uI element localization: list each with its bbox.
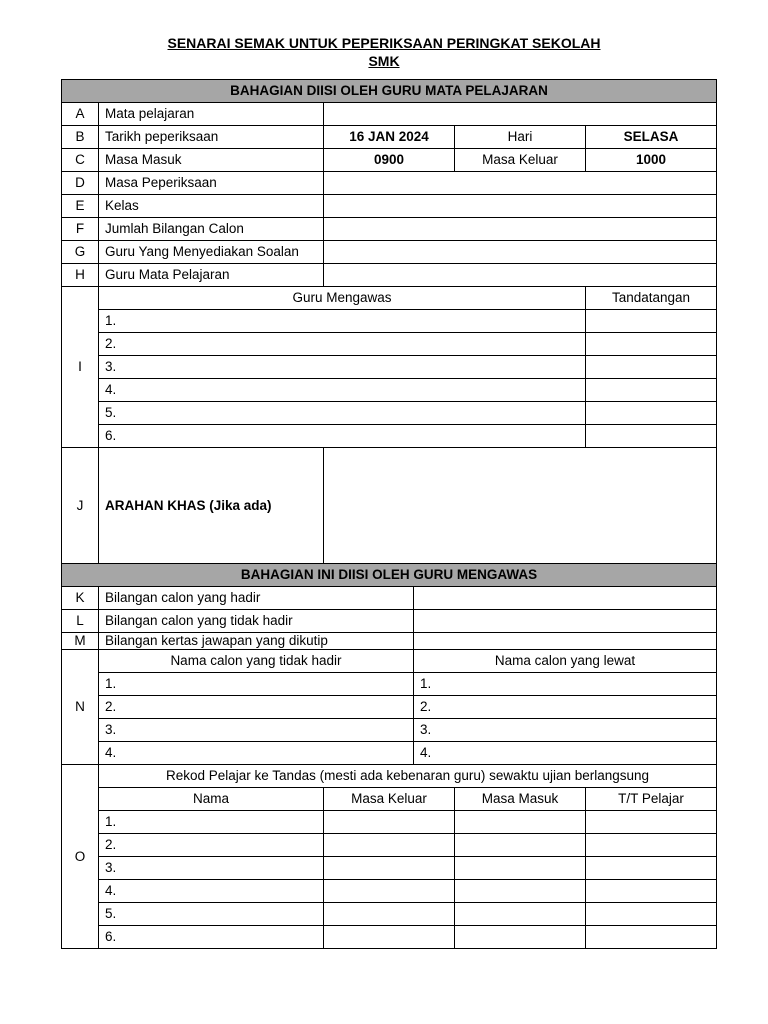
invigilator-row	[62, 425, 717, 448]
invigilator-name-field[interactable]: 1.	[99, 310, 586, 333]
time-in-value[interactable]: 0900	[324, 149, 455, 172]
row-h	[62, 264, 717, 287]
toilet-record-row	[62, 811, 717, 834]
row-label: Bilangan calon yang hadir	[99, 587, 414, 610]
invigilator-row	[62, 333, 717, 356]
late-names-column-header: Nama calon yang lewat	[414, 650, 717, 673]
row-n-header	[62, 650, 717, 673]
row-e	[62, 195, 717, 218]
toilet-record-row	[62, 857, 717, 880]
signature-field[interactable]	[586, 356, 717, 379]
absent-names-column-header: Nama calon yang tidak hadir	[99, 650, 414, 673]
row-a	[62, 103, 717, 126]
student-signature-column-header: T/T Pelajar	[586, 788, 717, 811]
time-in-field[interactable]	[455, 926, 586, 949]
time-in-field[interactable]	[455, 880, 586, 903]
absent-name-field[interactable]: 1.	[99, 673, 414, 696]
special-instructions-label: ARAHAN KHAS (Jika ada)	[99, 448, 324, 564]
student-name-field[interactable]: 1.	[99, 811, 324, 834]
section-header-invigilator	[62, 564, 717, 587]
student-name-field[interactable]: 6.	[99, 926, 324, 949]
row-b	[62, 126, 717, 149]
toilet-record-title: Rekod Pelajar ke Tandas (mesti ada kebenaran guru) sewaktu ujian berlangsung	[99, 765, 717, 788]
time-in-field[interactable]	[455, 834, 586, 857]
toilet-record-row	[62, 926, 717, 949]
invigilator-row	[62, 356, 717, 379]
row-g	[62, 241, 717, 264]
row-m	[62, 633, 717, 650]
time-out-value[interactable]: 1000	[586, 149, 717, 172]
toilet-record-header	[62, 788, 717, 811]
student-name-field[interactable]: 2.	[99, 834, 324, 857]
time-in-field[interactable]	[455, 857, 586, 880]
late-name-field[interactable]: 2.	[414, 696, 717, 719]
row-label: Jumlah Bilangan Calon	[99, 218, 324, 241]
row-letter: N	[62, 650, 99, 765]
invigilator-column-header: Guru Mengawas	[99, 287, 586, 310]
late-name-field[interactable]: 4.	[414, 742, 717, 765]
invigilator-name-field[interactable]: 3.	[99, 356, 586, 379]
row-label: Mata pelajaran	[99, 103, 324, 126]
row-i-header	[62, 287, 717, 310]
row-label: Guru Mata Pelajaran	[99, 264, 324, 287]
row-letter: B	[62, 126, 99, 149]
class-field[interactable]	[324, 195, 717, 218]
toilet-record-row	[62, 880, 717, 903]
page-subtitle: SMK	[368, 53, 400, 69]
toilet-record-row	[62, 834, 717, 857]
row-letter: L	[62, 610, 99, 633]
absent-name-field[interactable]: 2.	[99, 696, 414, 719]
time-out-field[interactable]	[324, 857, 455, 880]
row-l	[62, 610, 717, 633]
page-title: SENARAI SEMAK UNTUK PEPERIKSAAN PERINGKAT SEKOLAH	[167, 35, 601, 51]
signature-field[interactable]	[586, 310, 717, 333]
time-out-field[interactable]	[324, 926, 455, 949]
row-letter: H	[62, 264, 99, 287]
invigilator-name-field[interactable]: 4.	[99, 379, 586, 402]
student-signature-field[interactable]	[586, 811, 717, 834]
time-out-field[interactable]	[324, 903, 455, 926]
day-label: Hari	[455, 126, 586, 149]
time-out-column-header: Masa Keluar	[324, 788, 455, 811]
row-letter: E	[62, 195, 99, 218]
present-count-field[interactable]	[414, 587, 717, 610]
time-out-label: Masa Keluar	[455, 149, 586, 172]
student-name-field[interactable]: 4.	[99, 880, 324, 903]
student-signature-field[interactable]	[586, 834, 717, 857]
signature-field[interactable]	[586, 379, 717, 402]
signature-field[interactable]	[586, 402, 717, 425]
total-candidates-field[interactable]	[324, 218, 717, 241]
invigilator-name-field[interactable]: 2.	[99, 333, 586, 356]
row-label: Bilangan calon yang tidak hadir	[99, 610, 414, 633]
late-name-field[interactable]: 1.	[414, 673, 717, 696]
row-letter: O	[62, 765, 99, 949]
student-name-field[interactable]: 5.	[99, 903, 324, 926]
candidate-row	[62, 742, 717, 765]
row-letter: A	[62, 103, 99, 126]
row-label: Masa Masuk	[99, 149, 324, 172]
student-signature-field[interactable]	[586, 903, 717, 926]
section-header-teacher	[62, 80, 717, 103]
row-c	[62, 149, 717, 172]
row-letter: F	[62, 218, 99, 241]
row-f	[62, 218, 717, 241]
invigilator-row	[62, 379, 717, 402]
row-label: Kelas	[99, 195, 324, 218]
time-in-column-header: Masa Masuk	[455, 788, 586, 811]
row-letter: G	[62, 241, 99, 264]
checklist-table	[61, 79, 717, 949]
day-value[interactable]: SELASA	[586, 126, 717, 149]
row-letter: K	[62, 587, 99, 610]
invigilator-name-field[interactable]: 6.	[99, 425, 586, 448]
subject-field[interactable]	[324, 103, 717, 126]
row-j	[62, 448, 717, 564]
student-signature-field[interactable]	[586, 926, 717, 949]
time-out-field[interactable]	[324, 880, 455, 903]
question-setter-field[interactable]	[324, 241, 717, 264]
time-out-field[interactable]	[324, 834, 455, 857]
signature-field[interactable]	[586, 333, 717, 356]
row-letter: I	[62, 287, 99, 448]
invigilator-row	[62, 310, 717, 333]
signature-field[interactable]	[586, 425, 717, 448]
absent-name-field[interactable]: 4.	[99, 742, 414, 765]
row-label: Bilangan kertas jawapan yang dikutip	[99, 633, 414, 650]
candidate-row	[62, 673, 717, 696]
invigilator-row	[62, 402, 717, 425]
invigilator-name-field[interactable]: 5.	[99, 402, 586, 425]
special-instructions-field[interactable]	[324, 448, 717, 564]
absent-count-field[interactable]	[414, 610, 717, 633]
row-label: Guru Yang Menyediakan Soalan	[99, 241, 324, 264]
row-letter: J	[62, 448, 99, 564]
scripts-collected-field[interactable]	[414, 633, 717, 650]
candidate-row	[62, 719, 717, 742]
exam-date-value[interactable]: 16 JAN 2024	[324, 126, 455, 149]
late-name-field[interactable]: 3.	[414, 719, 717, 742]
name-column-header: Nama	[99, 788, 324, 811]
absent-name-field[interactable]: 3.	[99, 719, 414, 742]
row-letter: C	[62, 149, 99, 172]
subject-teacher-field[interactable]	[324, 264, 717, 287]
signature-column-header: Tandatangan	[586, 287, 717, 310]
section-heading: BAHAGIAN DIISI OLEH GURU MATA PELAJARAN	[62, 80, 717, 103]
toilet-record-row	[62, 903, 717, 926]
row-d	[62, 172, 717, 195]
row-label: Tarikh peperiksaan	[99, 126, 324, 149]
row-o-title	[62, 765, 717, 788]
section-heading: BAHAGIAN INI DIISI OLEH GURU MENGAWAS	[62, 564, 717, 587]
time-out-field[interactable]	[324, 811, 455, 834]
row-label: Masa Peperiksaan	[99, 172, 324, 195]
student-name-field[interactable]: 3.	[99, 857, 324, 880]
row-letter: D	[62, 172, 99, 195]
row-letter: M	[62, 633, 99, 650]
row-k	[62, 587, 717, 610]
student-signature-field[interactable]	[586, 880, 717, 903]
exam-duration-field[interactable]	[324, 172, 717, 195]
time-in-field[interactable]	[455, 903, 586, 926]
candidate-row	[62, 696, 717, 719]
student-signature-field[interactable]	[586, 857, 717, 880]
time-in-field[interactable]	[455, 811, 586, 834]
